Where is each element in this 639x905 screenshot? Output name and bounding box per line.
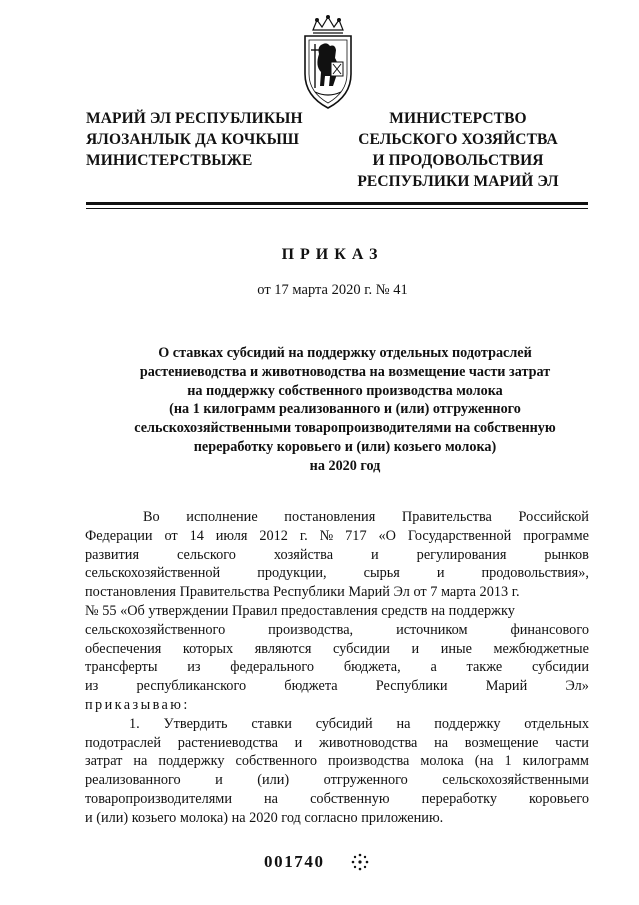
word: собственную — [310, 790, 390, 807]
word: возмещение — [464, 734, 539, 751]
body-line — [85, 564, 589, 583]
word: и — [436, 565, 445, 582]
word: на — [434, 734, 449, 751]
word: затрат — [85, 753, 123, 770]
word: июля — [215, 527, 248, 544]
word: субсидий — [315, 715, 373, 732]
body-line — [85, 527, 589, 546]
subject-line: (на 1 килограмм реализованного и (или) отгруженного — [169, 401, 521, 418]
word: являются — [254, 640, 312, 657]
word: на — [396, 715, 411, 732]
ministry-name-russian-line: СЕЛЬСКОГО ХОЗЯЙСТВА — [358, 131, 558, 148]
word: производства — [327, 753, 410, 770]
ministry-name-mari-line: МИНИСТЕРСТВЫЖЕ — [86, 152, 253, 169]
word: и — [294, 734, 303, 751]
word: поддержку — [158, 753, 225, 770]
word: бюджета, — [343, 659, 401, 676]
word: субсидии — [332, 640, 390, 657]
order-date-number: от 17 марта 2020 г. № 41 — [257, 282, 408, 298]
subject-line: сельскохозяйственными товаропроизводителями на собственную — [134, 420, 556, 437]
word: товаропроизводителями — [85, 790, 232, 807]
word: г. — [299, 527, 308, 544]
order-body — [85, 508, 589, 828]
word: Марий — [485, 678, 528, 695]
subject-line: О ставках субсидий на поддержку отдельных подотраслей — [158, 345, 532, 361]
document-serial-number: 001740 — [264, 852, 325, 871]
body-line — [85, 734, 589, 753]
ministry-name-russian-line: РЕСПУБЛИКИ МАРИЙ ЭЛ — [357, 173, 559, 190]
word: растениеводства — [177, 734, 278, 751]
word: постановления — [284, 509, 376, 525]
word: иные — [440, 640, 472, 657]
word: из — [85, 678, 99, 695]
body-line: постановления Правительства Республики Марий Эл от 7 марта 2013 г. — [85, 584, 520, 601]
word: Правительства — [401, 509, 492, 525]
word: Государственной — [407, 527, 512, 544]
word: подотраслей — [85, 734, 162, 751]
body-line — [85, 546, 589, 565]
word: животноводства — [319, 734, 418, 751]
word: продовольствия», — [481, 565, 589, 582]
subject-line: переработку коровьего и (или) козьего молока) — [193, 438, 497, 455]
word: и — [411, 640, 420, 657]
word: коровьего — [529, 790, 589, 807]
word: Российской — [518, 509, 589, 525]
body-line: № 55 «Об утверждении Правил предоставления средств на поддержку — [85, 602, 515, 619]
body-line — [85, 790, 589, 809]
word: источником — [396, 621, 468, 638]
word: № — [319, 527, 334, 544]
word: сельского — [177, 546, 236, 563]
word: на — [133, 753, 148, 770]
word: рынков — [544, 546, 589, 563]
word: от — [164, 527, 178, 544]
body-line — [85, 771, 589, 790]
word: (или) — [257, 772, 290, 789]
word: собственного — [235, 753, 318, 770]
word: из — [187, 659, 201, 676]
order-subject — [100, 344, 590, 476]
word: части — [555, 734, 589, 751]
word: развития — [85, 546, 140, 563]
word: на — [264, 790, 279, 807]
body-line — [85, 640, 589, 659]
ministry-name-mari-line: МАРИЙ ЭЛ РЕСПУБЛИКЫН — [86, 110, 303, 127]
ministry-name-russian-line: МИНИСТЕРСТВО — [389, 110, 527, 127]
word: 1 — [504, 753, 512, 770]
word: Федерации — [85, 527, 153, 544]
word: и — [215, 772, 223, 789]
word: межбюджетные — [493, 640, 589, 657]
ministry-name-russian — [348, 108, 568, 192]
word: ставки — [251, 715, 292, 732]
word: 1. — [129, 715, 140, 732]
body-line — [85, 621, 589, 640]
subject-line: на поддержку собственного производства молока — [187, 382, 503, 399]
ministry-name-mari — [86, 108, 303, 171]
word: молока — [420, 753, 464, 770]
subject-line: растениеводства и животноводства на возмещение части затрат — [139, 363, 551, 380]
word: субсидии — [532, 659, 589, 676]
body-line — [85, 508, 589, 527]
word: реализованного — [85, 772, 181, 789]
ministry-name-mari-line: ЯЛОЗАНЛЫК ДА КОЧКЫШ — [86, 131, 300, 148]
word: исполнение — [186, 509, 258, 525]
word: федерального — [230, 659, 315, 676]
body-line — [85, 658, 589, 677]
word: хозяйства — [273, 546, 334, 563]
word: (на — [474, 753, 494, 770]
star-seal-icon — [351, 853, 369, 871]
word: республиканского — [136, 678, 247, 695]
word: а — [430, 659, 437, 676]
word: программе — [523, 527, 589, 544]
word: переработку — [421, 790, 497, 807]
word: финансового — [510, 621, 589, 638]
word: сельскохозяйственной — [85, 565, 221, 582]
word: сельскохозяйственного — [85, 621, 226, 638]
header-divider-thin — [86, 208, 588, 209]
word: производства, — [268, 621, 354, 638]
word: сырья — [363, 565, 400, 582]
word: сельскохозяйственными — [442, 772, 589, 789]
word: 14 — [189, 527, 204, 544]
word: поддержку — [434, 715, 501, 732]
word: которых — [182, 640, 234, 657]
word: продукции, — [257, 565, 327, 582]
body-line — [85, 715, 589, 734]
body-line: и (или) козьего молока) на 2020 год согласно приложению. — [85, 809, 444, 826]
word: также — [466, 659, 503, 676]
order-title: ПРИКАЗ — [281, 246, 384, 263]
word: Во — [143, 509, 160, 525]
word: отдельных — [524, 715, 589, 732]
word: и — [371, 546, 379, 563]
body-line — [85, 752, 589, 771]
word: обеспечения — [85, 640, 162, 657]
word: бюджета — [284, 678, 338, 695]
subject-line: на 2020 год — [309, 457, 381, 474]
word: «О — [378, 527, 396, 544]
coat-of-arms-emblem — [295, 14, 361, 114]
word: 2012 — [259, 527, 288, 544]
word: отгруженного — [323, 772, 408, 789]
word: Эл» — [565, 678, 589, 695]
body-line — [85, 677, 589, 696]
word: Республики — [375, 678, 448, 695]
ministry-name-russian-line: И ПРОДОВОЛЬСТВИЯ — [372, 152, 544, 169]
word: 717 — [345, 527, 367, 544]
word: Утвердить — [163, 715, 228, 732]
order-verb: приказываю: — [85, 696, 190, 713]
word: трансферты — [85, 659, 158, 676]
word: килограмм — [522, 753, 589, 770]
word: регулирования — [416, 546, 507, 563]
header-divider-thick — [86, 202, 588, 205]
